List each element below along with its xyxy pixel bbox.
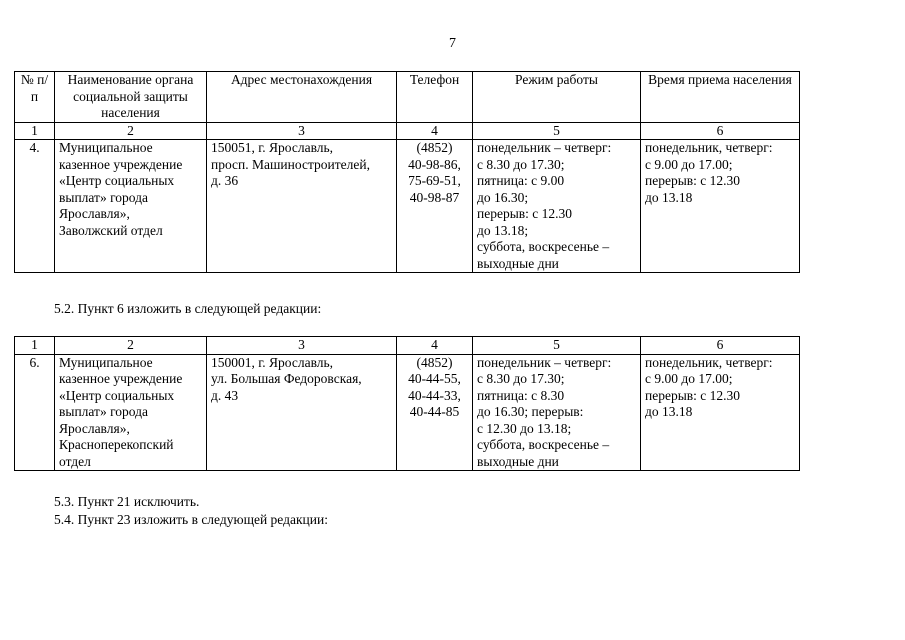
col-number: 5 [473, 122, 641, 140]
cell-line: Муниципальное [59, 140, 153, 155]
cell-line: с 8.30 до 17.30; [477, 371, 565, 386]
cell-line: перерыв: с 12.30 [645, 387, 741, 403]
col-number: 6 [641, 122, 800, 140]
cell-line: ул. Большая Федоровская, [211, 371, 362, 386]
schedule-cell [473, 354, 641, 471]
cell-line: перерыв: с 12.30 [477, 206, 573, 221]
cell-line: 150001, г. Ярославль, [211, 354, 334, 370]
cell-line: до 13.18 [645, 404, 693, 419]
col-number: 4 [397, 122, 473, 140]
cell-line: до 16.30; перерыв: [477, 404, 584, 419]
col-number: 5 [473, 337, 641, 355]
cell-line: «Центр социальных [59, 387, 175, 403]
cell-line: выплат» города [59, 189, 148, 205]
col-number: 3 [207, 337, 397, 355]
column-number-row [15, 122, 800, 140]
cell-line: «Центр социальных [59, 173, 175, 188]
org-name-cell [55, 140, 207, 273]
reception-cell [641, 140, 800, 273]
col-number: 4 [397, 337, 473, 355]
cell-line: (4852) [416, 354, 453, 370]
cell-line: 40-44-85 [409, 404, 460, 419]
cell-line: до 13.18 [645, 189, 693, 205]
cell-line: 40-44-55, [408, 371, 461, 386]
cell-line: Ярославля», [59, 420, 130, 436]
table-row [15, 140, 800, 273]
cell-line: выходные дни [477, 453, 559, 469]
cell-line: с 9.00 до 17.00; [645, 156, 733, 172]
cell-line: с 9.00 до 17.00; [645, 371, 733, 386]
cell-line: выплат» города [59, 404, 148, 419]
cell-line: д. 36 [211, 173, 239, 188]
column-number-row [15, 337, 800, 355]
cell-line: перерыв: с 12.30 [645, 173, 741, 188]
cell-line: 40-98-86, [408, 156, 461, 172]
table-row [15, 354, 800, 471]
cell-line: Заволжский отдел [59, 222, 163, 238]
cell-line: суббота, воскресенье – [477, 239, 610, 254]
cell-line: просп. Машиностроителей, [211, 156, 370, 172]
cell-line: понедельник – четверг: [477, 140, 612, 155]
cell-line: (4852) [416, 140, 453, 155]
header-reception: Время приема населения [641, 72, 800, 123]
institutions-table-1 [14, 71, 800, 273]
cell-line: понедельник, четверг: [645, 354, 773, 370]
cell-line: с 8.30 до 17.30; [477, 156, 565, 172]
cell-line: д. 43 [211, 387, 239, 403]
col-number: 2 [55, 122, 207, 140]
header-number: № п/п [15, 72, 55, 123]
header-org-name: Наименование органа социальной защиты населения [55, 72, 207, 123]
phone-cell [397, 140, 473, 273]
cell-line: суббота, воскресенье – [477, 437, 610, 452]
header-address: Адрес местонахождения [207, 72, 397, 123]
col-number: 2 [55, 337, 207, 355]
address-cell [207, 140, 397, 273]
cell-line: пятница: с 9.00 [477, 173, 565, 188]
cell-line: выходные дни [477, 255, 559, 271]
row-number: 4. [15, 140, 55, 273]
cell-line: пятница: с 8.30 [477, 387, 565, 403]
cell-line: до 16.30; [477, 189, 529, 205]
schedule-cell [473, 140, 641, 273]
cell-line: 40-44-33, [408, 387, 461, 403]
reception-cell [641, 354, 800, 471]
cell-line: отдел [59, 453, 91, 469]
header-schedule: Режим работы [473, 72, 641, 123]
header-phone: Телефон [397, 72, 473, 123]
cell-line: до 13.18; [477, 222, 529, 238]
paragraph-5-2: 5.2. Пункт 6 изложить в следующей редакции: [54, 301, 322, 316]
institutions-table-2 [14, 336, 800, 471]
cell-line: понедельник – четверг: [477, 354, 612, 370]
col-number: 1 [15, 337, 55, 355]
cell-line: Муниципальное [59, 354, 153, 370]
paragraph-5-4: 5.4. Пункт 23 изложить в следующей редакции: [54, 512, 328, 527]
cell-line: Ярославля», [59, 206, 130, 221]
paragraph-5-3: 5.3. Пункт 21 исключить. [54, 494, 200, 509]
page-number: 7 [449, 36, 456, 51]
cell-line: 75-69-51, [408, 173, 461, 188]
cell-line: 40-98-87 [409, 189, 460, 205]
col-number: 3 [207, 122, 397, 140]
cell-line: казенное учреждение [59, 371, 183, 386]
col-number: 6 [641, 337, 800, 355]
cell-line: 150051, г. Ярославль, [211, 140, 334, 155]
cell-line: Красноперекопский [59, 437, 174, 452]
cell-line: казенное учреждение [59, 156, 183, 172]
cell-line: с 12.30 до 13.18; [477, 420, 572, 436]
col-number: 1 [15, 122, 55, 140]
phone-cell [397, 354, 473, 471]
row-number: 6. [15, 354, 55, 471]
address-cell [207, 354, 397, 471]
cell-line: понедельник, четверг: [645, 140, 773, 155]
org-name-cell [55, 354, 207, 471]
table-header-row [15, 72, 800, 123]
